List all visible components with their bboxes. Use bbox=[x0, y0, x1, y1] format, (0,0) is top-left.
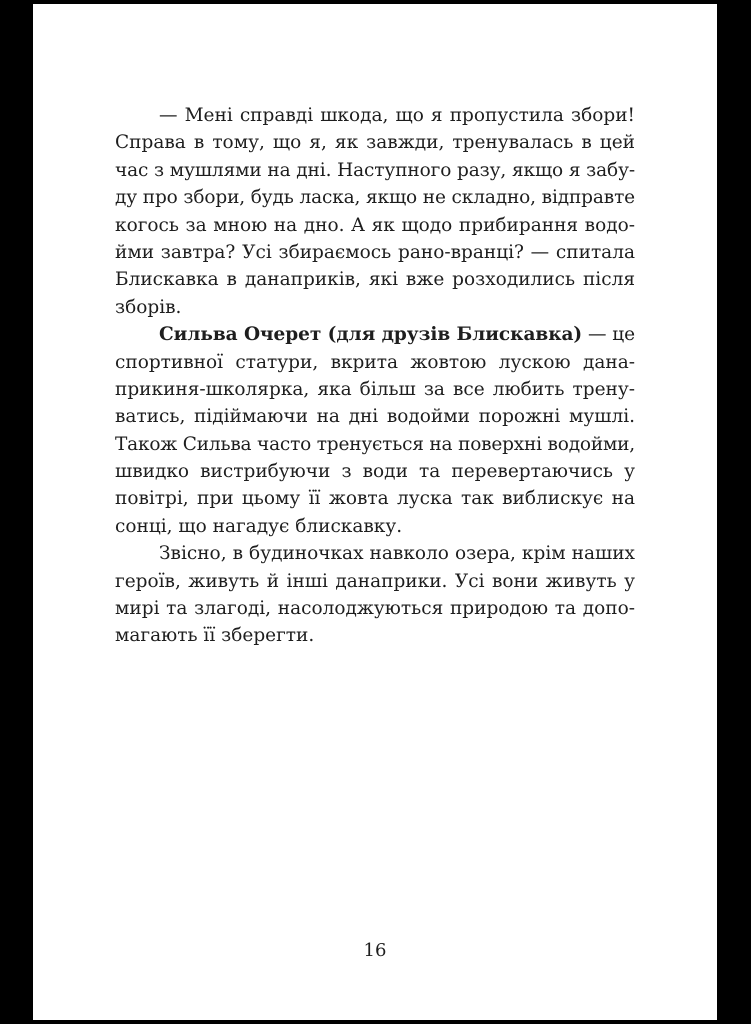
paragraph-1 bbox=[115, 102, 635, 321]
text-line: йми завтра? Усі збираємось рано-вранці? — спитала bbox=[115, 241, 635, 263]
paragraph-2 bbox=[115, 321, 635, 540]
text-line: Також Сильва часто тренується на поверхні водойми, bbox=[115, 433, 635, 455]
text-line: Блискавка в данаприків, які вже розходились після bbox=[115, 269, 635, 291]
text-line: мирі та злагоді, насолоджуються природою та допо- bbox=[115, 598, 635, 620]
text-line: спортивної статури, вкрита жовтою лускою дана- bbox=[115, 351, 635, 373]
text-line: героїв, живуть й інші данаприки. Усі вони живуть у bbox=[115, 570, 635, 592]
text-line: сонці, що нагадує блискавку. bbox=[115, 515, 403, 537]
character-name: Сильва Очерет (для друзів Блискавка) bbox=[159, 324, 583, 346]
text-line: швидко вистрибуючи з води та перевертаючись у bbox=[115, 461, 635, 483]
body-text bbox=[115, 102, 635, 650]
text-line: прикиня-школярка, яка більш за все любить трену- bbox=[115, 378, 635, 400]
text-line: час з мушлями на дні. Наступного разу, якщо я забу- bbox=[115, 159, 635, 181]
text-line: магають її зберегти. bbox=[115, 625, 315, 647]
text-line: Справа в тому, що я, як завжди, тренувалась в цей bbox=[115, 132, 635, 154]
page-number: 16 bbox=[363, 940, 387, 961]
text-fragment: — це bbox=[582, 324, 635, 346]
text-line: зборів. bbox=[115, 296, 182, 318]
text-line: Звісно, в будиночках навколо озера, крім наших bbox=[159, 543, 635, 565]
text-line: когось за мною на дно. А як щодо прибирання водо- bbox=[115, 214, 635, 236]
paragraph-3 bbox=[115, 540, 635, 650]
text-line-with-bold-lead bbox=[115, 321, 635, 348]
text-line: повітрі, при цьому її жовта луска так виблискує на bbox=[115, 488, 635, 510]
text-line: ватись, підіймаючи на дні водойми порожні мушлі. bbox=[115, 406, 635, 428]
text-line: — Мені справді шкода, що я пропустила збори! bbox=[159, 105, 635, 126]
text-line: ду про збори, будь ласка, якщо не складно, відправте bbox=[115, 187, 635, 209]
book-page bbox=[33, 4, 717, 1020]
